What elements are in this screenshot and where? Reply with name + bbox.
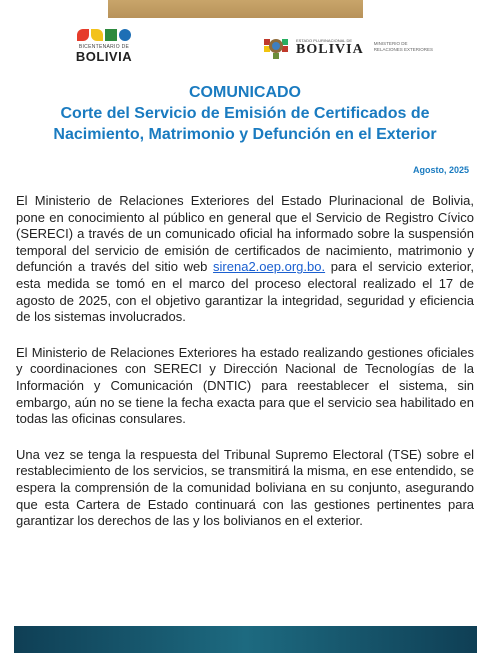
paragraph-2: El Ministerio de Relaciones Exteriores ha estado realizando gestiones oficiales y coordinaciones con SERECI y Dirección Nacional de Tecnologías de la Información y Comunicación (DNTIC) para reestablecer el sistema, sin embargo, aún no se tiene la fecha exacta para que el servicio sea habilitado en todas las oficinas consulares. (16, 344, 474, 427)
document-heading (20, 83, 470, 145)
bicentenario-logo-word: BOLIVIA (75, 49, 133, 64)
ministry-logo-small-text: ESTADO PLURINACIONAL DE (296, 37, 353, 43)
paragraph-1-text-after: para el servicio exterior, esta medida se tomó en el marco del proceso electoral realizado el 17 de agosto de 2025, con el objetivo garantizar la integridad, seguridad y eficiencia de los sistemas involucrados. (16, 259, 474, 325)
top-gold-bar (108, 0, 363, 18)
document-body (16, 193, 474, 549)
paragraph-1 (16, 193, 474, 326)
ministry-logo (262, 32, 462, 62)
sirena-link[interactable]: sirena2.oep.org.bo. (213, 259, 326, 275)
coat-of-arms-icon (262, 33, 290, 61)
ministry-name-line-2: RELACIONES EXTERIORES (373, 47, 433, 52)
document-date: Agosto, 2025 (412, 165, 469, 175)
paragraph-3: Una vez se tenga la respuesta del Tribunal Supremo Electoral (TSE) sobre el restablecimiento de los servicios, se transmitirá la misma, en ese entendido, se espera la comprensión de la comunidad boliviana en su conjunto, asegurando que esta Cartera de Estado continuará con las gestiones pertinentes para garantizar los derechos de las y los bolivianos en el exterior. (16, 446, 474, 529)
ministry-logo-word: BOLIVIA (296, 41, 364, 57)
heading-label: COMUNICADO (189, 84, 301, 101)
ministry-name-line-1: MINISTERIO DE (373, 41, 408, 46)
bicentenario-logo (73, 29, 135, 75)
bicentenario-logo-subtitle: BICENTENARIO DE (78, 44, 130, 50)
footer-band (14, 626, 477, 653)
ministry-name (374, 41, 444, 53)
bicentenario-logo-mark (73, 29, 135, 41)
paragraph-1-text-before: El Ministerio de Relaciones Exteriores del Estado Plurinacional de Bolivia, pone en conocimiento al público en general que el Servicio de Registro Cívico (SERECI) a través de un comunicado oficial ha informado sobre la suspensión temporal del servicio de emisión de certificados de nacimiento, matrimonio y defunción a través del sitio web (16, 193, 474, 275)
document-title: Corte del Servicio de Emisión de Certificados de Nacimiento, Matrimonio y Defunción en el Exterior (53, 105, 437, 143)
